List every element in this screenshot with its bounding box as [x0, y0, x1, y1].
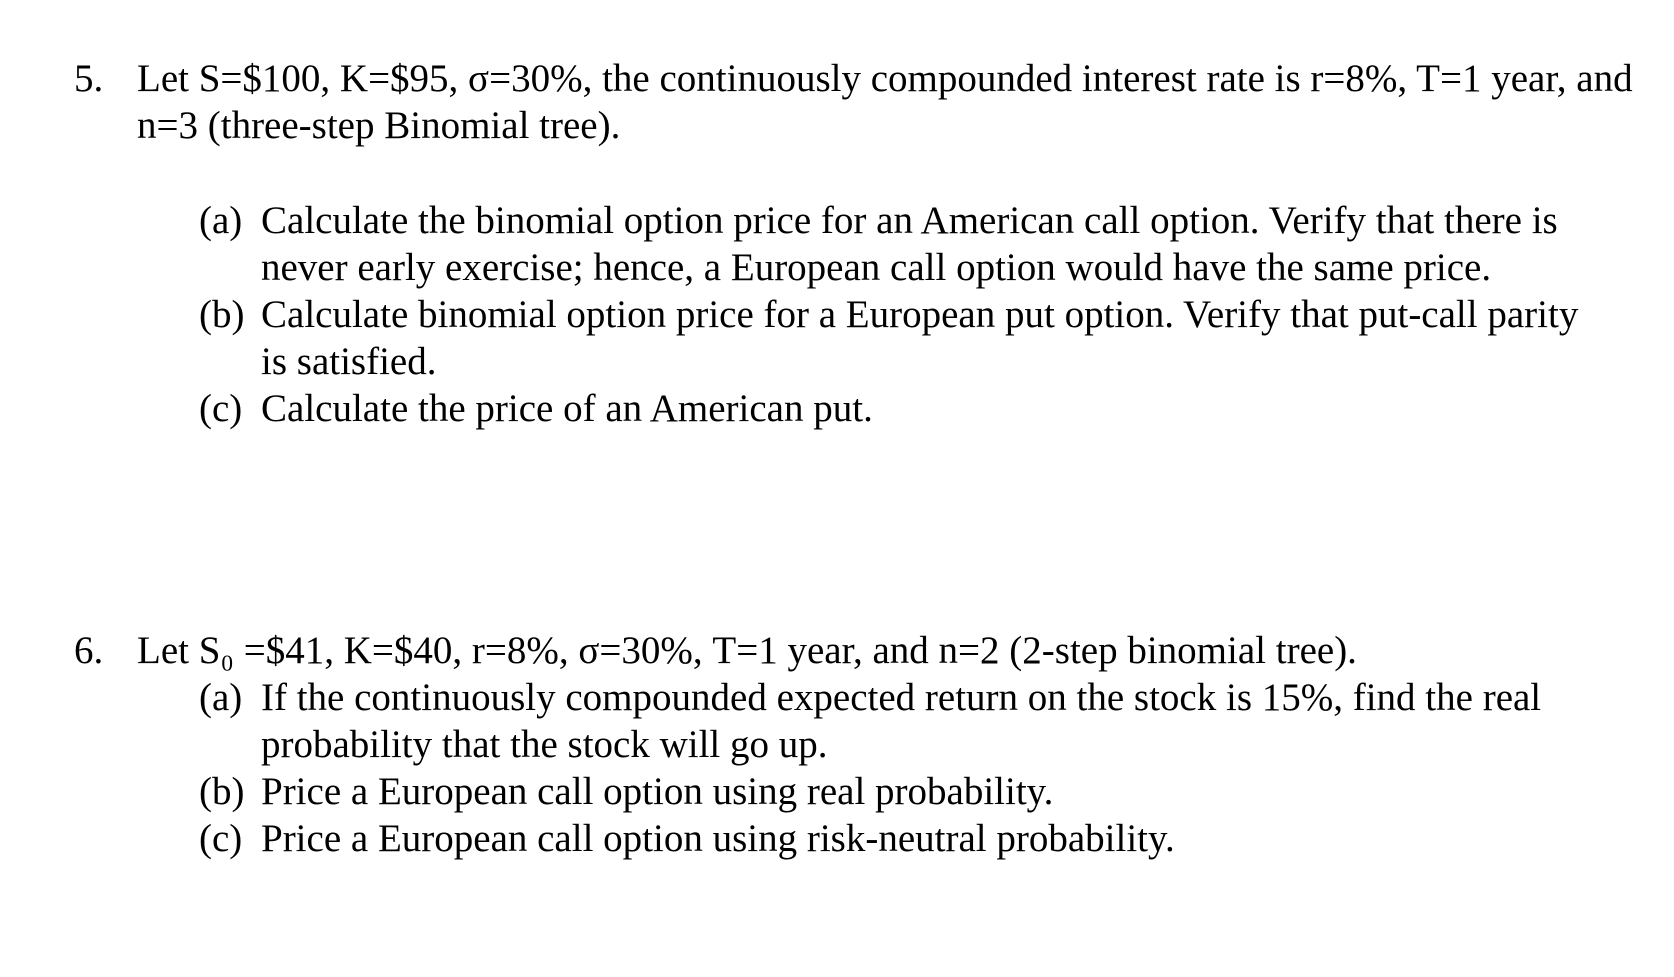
question-number: 6. [74, 629, 104, 672]
part-item [199, 815, 1609, 862]
part-label: (a) [199, 199, 243, 242]
part-text: Calculate binomial option price for a European put option. Verify that put-call parity is satisfied. [261, 293, 1579, 383]
question-stem: Let S₀ =$41, K=$40, r=8%, σ=30%, T=1 year, and n=2 (2-step binomial tree). [137, 629, 1357, 672]
part-label: (a) [199, 676, 243, 719]
part-item [199, 385, 1609, 432]
part-text: Price a European call option using risk-neutral probability. [261, 817, 1175, 860]
part-text: Price a European call option using real probability. [261, 770, 1054, 813]
question-5-stem-row [74, 55, 1634, 149]
part-label: (b) [199, 770, 245, 813]
question-5 [74, 55, 1634, 432]
question-6-stem-row [74, 627, 1634, 674]
question-stem: Let S=$100, K=$95, σ=30%, the continuously compounded interest rate is r=8%, T=1 year, and n=3 (three-step Binomial tree). [137, 57, 1633, 147]
question-6-parts [199, 674, 1609, 862]
question-5-parts [199, 197, 1609, 432]
question-6 [74, 627, 1634, 862]
part-item [199, 768, 1609, 815]
part-label: (c) [199, 817, 243, 860]
part-item [199, 197, 1609, 291]
part-label: (b) [199, 293, 245, 336]
part-text: Calculate the price of an American put. [261, 387, 873, 430]
question-number: 5. [74, 57, 104, 100]
part-text: Calculate the binomial option price for an American call option. Verify that there is never early exercise; hence, a European call option would have the same price. [261, 199, 1558, 289]
part-item [199, 291, 1609, 385]
part-item [199, 674, 1609, 768]
part-label: (c) [199, 387, 243, 430]
part-text: If the continuously compounded expected return on the stock is 15%, find the real probability that the stock will go up. [261, 676, 1542, 766]
